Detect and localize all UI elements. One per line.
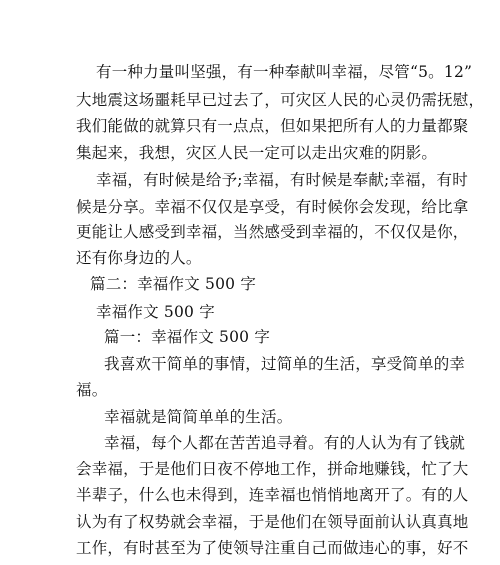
text-line: 幸福，有时候是给予;幸福，有时候是奉献;幸福，有时 — [96, 171, 468, 189]
section-heading: 幸福作文 500 字 — [96, 303, 215, 321]
text-line: 认为有了权势就会幸福，于是他们在领导面前认认真真地 — [76, 513, 469, 531]
text-line: 我们能做的就算只有一点点，但如果把所有人的力量都聚 — [76, 117, 469, 135]
text-line: 大地震这场噩耗早已过去了，可灾区人民的心灵仍需抚慰， — [76, 91, 485, 109]
text-line: 工作，有时甚至为了使领导注重自己而做违心的事，好不 — [76, 539, 469, 557]
text-line: 半辈子，什么也未得到，连幸福也悄悄地离开了。有的人 — [76, 486, 469, 504]
text-line: 有一种力量叫坚强，有一种奉献叫幸福，尽管“5。12” — [96, 63, 473, 81]
section-heading: 篇一：幸福作文 500 字 — [104, 328, 271, 346]
text-line: 我喜欢干简单的事情，过简单的生活，享受简单的幸 — [104, 355, 466, 373]
section-heading: 篇二：幸福作文 500 字 — [90, 275, 257, 293]
text-line: 福。 — [76, 381, 108, 399]
text-line: 还有你身边的人。 — [76, 249, 202, 267]
text-line: 更能让人感受到幸福，当然感受到幸福的，不仅仅是你， — [76, 223, 469, 241]
text-line: 幸福，每个人都在苦苦追寻着。有的人认为有了钱就 — [104, 434, 466, 452]
text-line: 候是分享。幸福不仅仅是享受，有时候你会发现，给比拿 — [76, 198, 469, 216]
text-line: 幸福就是简简单单的生活。 — [104, 408, 293, 426]
text-line: 集起来，我想，灾区人民一定可以走出灾难的阴影。 — [76, 144, 438, 162]
text-line: 会幸福，于是他们日夜不停地工作，拼命地赚钱，忙了大 — [76, 460, 469, 478]
